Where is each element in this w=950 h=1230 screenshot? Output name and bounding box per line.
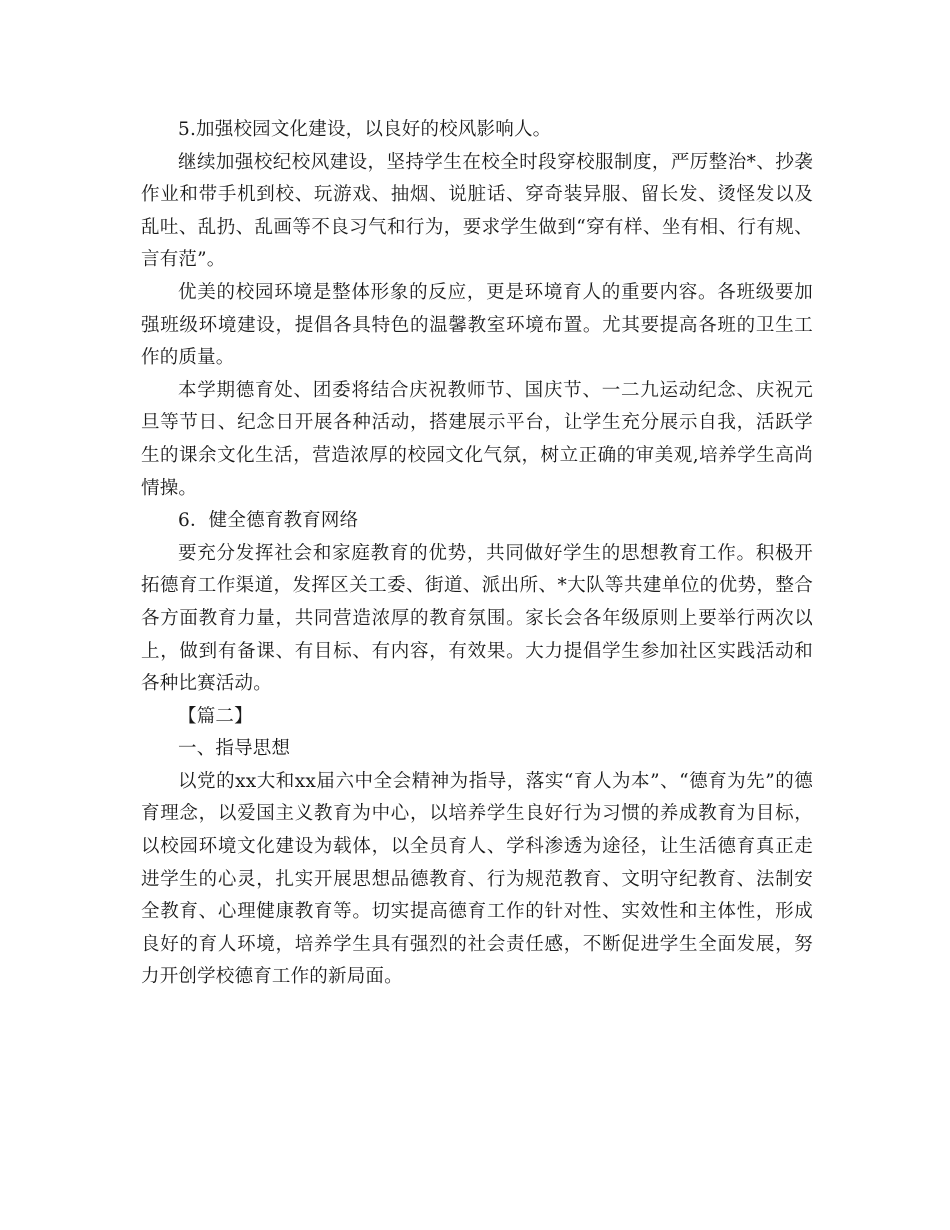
- section-heading-guiding-ideology: 一、指导思想: [178, 738, 291, 760]
- document-body: [141, 114, 813, 994]
- paragraph-guiding-ideology: 以党的xx大和xx届六中全会精神为指导，落实“育人为本”、“德育为先”的德育理念，以爱国主义教育为中心，以培养学生良好行为习惯的养成教育为目标，以校园环境文化建设为载体，以全员育人、学科渗透为途径，让生活德育真正走进学生的心灵，扎实开展思想品德教育、行为规范教育、文明守纪教育、法制安全教育、心理健康教育等。切实提高德育工作的针对性、实效性和主体性，形成良好的育人环境，培养学生具有强烈的社会责任感，不断促进学生全面发展，努力开创学校德育工作的新局面。: [141, 770, 813, 988]
- paragraph-discipline: 继续加强校纪校风建设，坚持学生在校全时段穿校服制度，严厉整治*、抄袭作业和带手机到校、玩游戏、抽烟、说脏话、穿奇装异服、留长发、烫怪发以及乱吐、乱扔、乱画等不良习气和行为，要求学生做到“穿有样、坐有相、行有规、言有范”。: [141, 151, 813, 271]
- section-heading-education-network: 6．健全德育教育网络: [178, 510, 359, 532]
- paragraph-environment: 优美的校园环境是整体形象的反应，更是环境育人的重要内容。各班级要加强班级环境建设，提倡各具特色的温馨教室环境布置。尤其要提高各班的卫生工作的质量。: [141, 281, 813, 369]
- paragraph-network: 要充分发挥社会和家庭教育的优势，共同做好学生的思想教育工作。积极开拓德育工作渠道，发挥区关工委、街道、派出所、*大队等共建单位的优势，整合各方面教育力量，共同营造浓厚的教育氛围。家长会各年级原则上要举行两次以上，做到有备课、有目标、有内容，有效果。大力提倡学生参加社区实践活动和各种比赛活动。: [141, 542, 813, 695]
- paragraph-activities: 本学期德育处、团委将结合庆祝教师节、国庆节、一二九运动纪念、庆祝元旦等节日、纪念日开展各种活动，搭建展示平台，让学生充分展示自我，活跃学生的课余文化生活，营造浓厚的校园文化气氛，树立正确的审美观,培养学生高尚情操。: [141, 379, 813, 499]
- part-heading-two: 【篇二】: [178, 705, 253, 727]
- section-heading-campus-culture: 5.加强校园文化建设，以良好的校风影响人。: [178, 119, 552, 140]
